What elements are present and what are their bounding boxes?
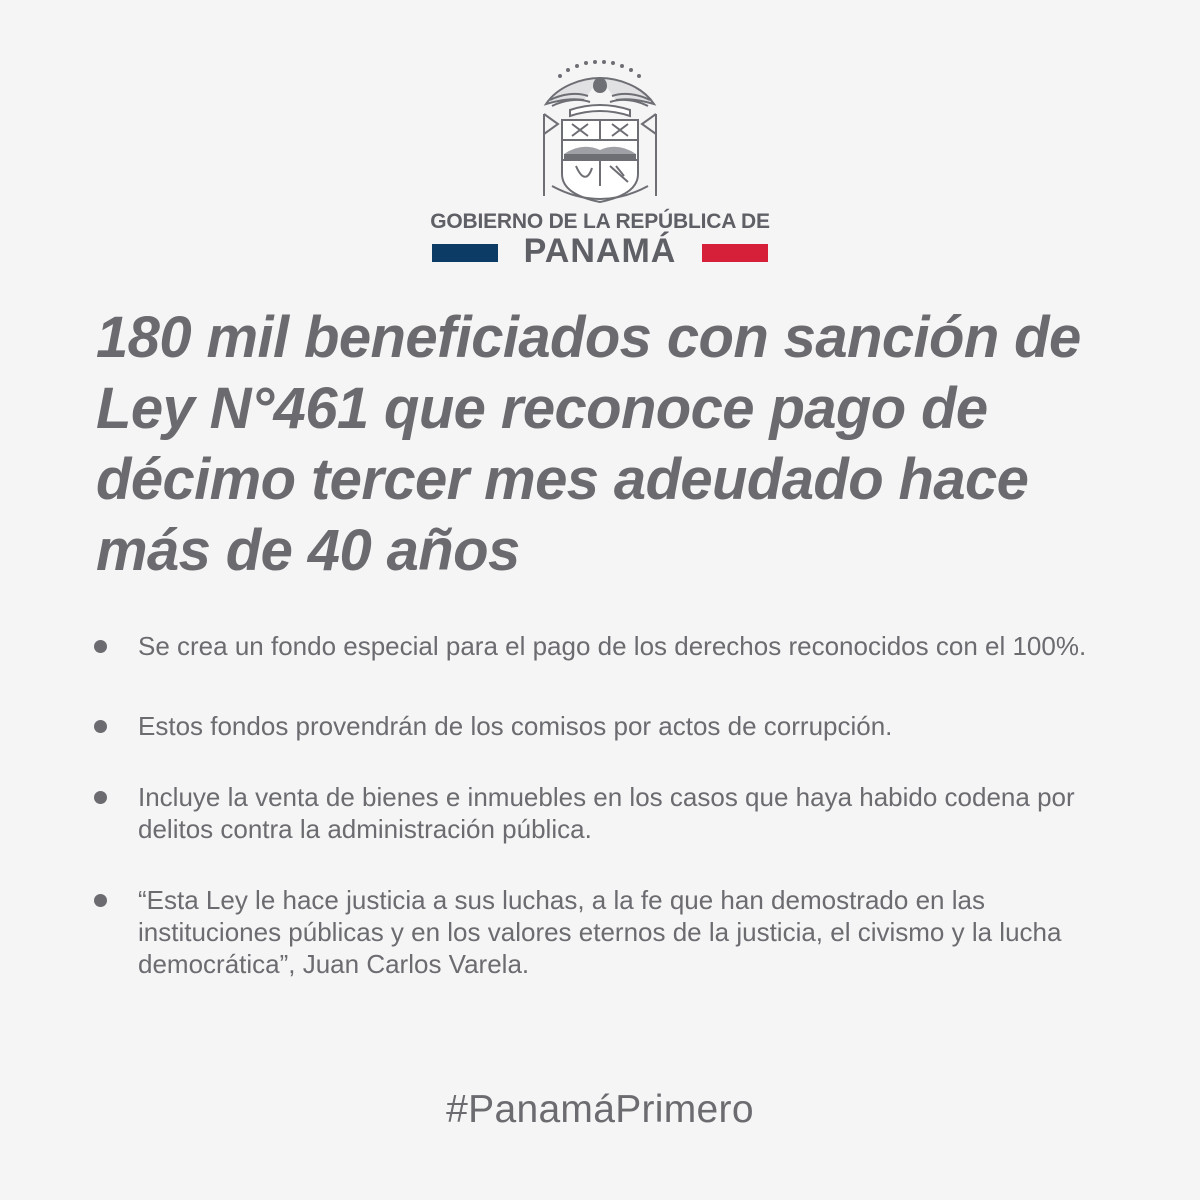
list-item bbox=[90, 710, 1130, 742]
headline: 180 mil beneficiados con sanción de Ley N°461 que reconoce pago de décimo tercer mes adeudado hace más de 40 años bbox=[96, 305, 1081, 583]
country-name: PANAMÁ bbox=[523, 232, 677, 270]
list-item bbox=[90, 884, 1130, 980]
list-item bbox=[90, 781, 1130, 845]
government-line: GOBIERNO DE LA REPÚBLICA DE bbox=[430, 210, 770, 233]
government-logo bbox=[0, 50, 1200, 280]
red-flag-bar bbox=[702, 244, 768, 262]
bullet-text: Estos fondos provendrán de los comisos por actos de corrupción. bbox=[138, 711, 893, 741]
bullet-dot-icon bbox=[94, 791, 107, 804]
list-item bbox=[90, 630, 1130, 662]
hashtag: #PanamáPrimero bbox=[446, 1088, 754, 1131]
bullet-dot-icon bbox=[94, 640, 107, 653]
bullet-dot-icon bbox=[94, 894, 107, 907]
country-row bbox=[0, 232, 1200, 278]
bullet-text: Se crea un fondo especial para el pago de los derechos reconocidos con el 100%. bbox=[138, 631, 1087, 661]
bullet-text: “Esta Ley le hace justicia a sus luchas, a la fe que han demostrado en las instituciones públicas y en los valores eternos de la justicia, el civismo y la lucha democrática”, Juan Carlos Varela. bbox=[138, 885, 1062, 979]
bullet-text: Incluye la venta de bienes e inmuebles en los casos que haya habido codena por delitos contra la administración pública. bbox=[138, 782, 1075, 844]
coat-of-arms-icon bbox=[532, 56, 668, 206]
bullet-list bbox=[90, 630, 1130, 980]
bullet-dot-icon bbox=[94, 720, 107, 733]
blue-flag-bar bbox=[432, 244, 498, 262]
